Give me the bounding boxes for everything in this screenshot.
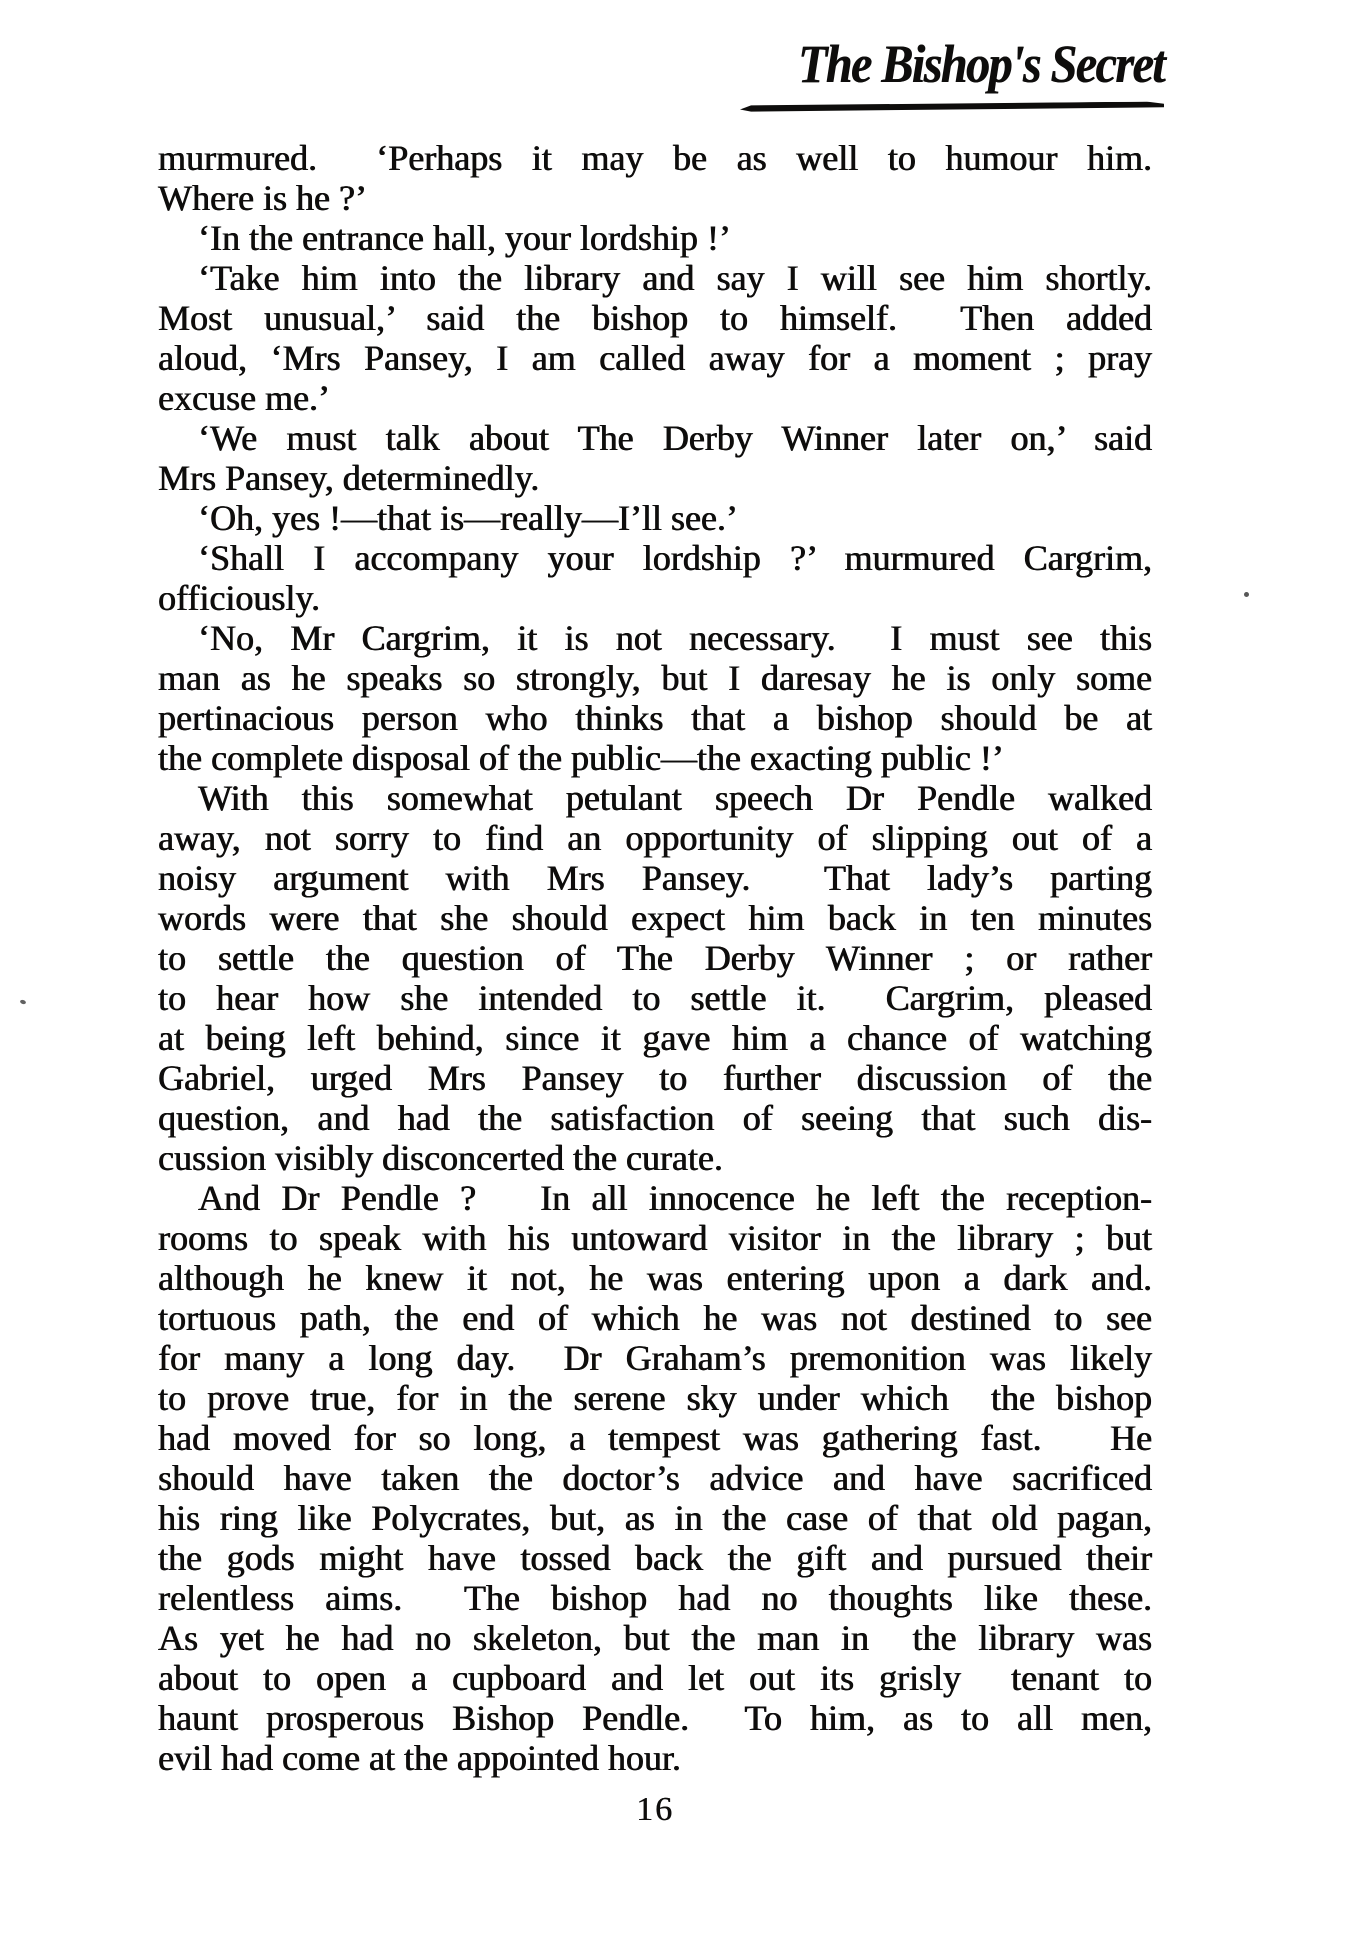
text-line: officiously.	[158, 578, 320, 618]
text-line: rooms to speak with his untoward visitor in the library ; but	[158, 1218, 1152, 1258]
text-line: although he knew it not, he was entering upon a dark and.	[158, 1258, 1152, 1298]
text-line: ‘No, Mr Cargrim, it is not necessary. I must see this	[198, 618, 1152, 658]
text-line: words were that she should expect him back in ten minutes	[158, 898, 1152, 938]
text-line: murmured. ‘Perhaps it may be as well to humour him.	[158, 138, 1152, 178]
text-line: to prove true, for in the serene sky under which the bishop	[158, 1378, 1152, 1418]
text-line: Where is he ?’	[158, 178, 367, 218]
header-rule	[740, 102, 1164, 113]
text-line: to hear how she intended to settle it. Cargrim, pleased	[158, 978, 1152, 1018]
text-line: And Dr Pendle ? In all innocence he left the reception-	[198, 1178, 1152, 1218]
text-line: away, not sorry to find an opportunity of slipping out of a	[158, 818, 1152, 858]
text-line: question, and had the satisfaction of seeing that such dis-	[158, 1098, 1152, 1138]
text-line: aloud, ‘Mrs Pansey, I am called away for a moment ; pray	[158, 338, 1152, 378]
text-line: ‘Shall I accompany your lordship ?’ murmured Cargrim,	[198, 538, 1152, 578]
text-line: cussion visibly disconcerted the curate.	[158, 1138, 723, 1178]
page-number: 16	[636, 1791, 674, 1828]
text-line: tortuous path, the end of which he was not destined to see	[158, 1298, 1152, 1338]
text-line: at being left behind, since it gave him a chance of watching	[158, 1018, 1152, 1058]
text-line: should have taken the doctor’s advice and have sacrificed	[158, 1458, 1152, 1498]
text-line: the complete disposal of the public—the exacting public !’	[158, 738, 1004, 778]
text-line: excuse me.’	[158, 378, 330, 418]
text-line: had moved for so long, a tempest was gathering fast. He	[158, 1418, 1152, 1458]
text-line: Gabriel, urged Mrs Pansey to further discussion of the	[158, 1058, 1152, 1098]
text-line: Most unusual,’ said the bishop to himself. Then added	[158, 298, 1152, 338]
page-body	[158, 138, 1152, 1778]
text-line: man as he speaks so strongly, but I daresay he is only some	[158, 658, 1152, 698]
text-line: evil had come at the appointed hour.	[158, 1738, 681, 1778]
text-line: relentless aims. The bishop had no thoughts like these.	[158, 1578, 1152, 1618]
text-line: With this somewhat petulant speech Dr Pendle walked	[198, 778, 1152, 818]
text-line: ‘Take him into the library and say I will see him shortly.	[198, 258, 1152, 298]
text-line: pertinacious person who thinks that a bishop should be at	[158, 698, 1152, 738]
ink-speck	[1244, 592, 1249, 597]
text-line: ‘We must talk about The Derby Winner later on,’ said	[198, 418, 1152, 458]
text-line: Mrs Pansey, determinedly.	[158, 458, 540, 498]
text-line: ‘Oh, yes !—that is—really—I’ll see.’	[198, 498, 738, 538]
text-line: his ring like Polycrates, but, as in the case of that old pagan,	[158, 1498, 1152, 1538]
text-line: about to open a cupboard and let out its grisly tenant to	[158, 1658, 1152, 1698]
ink-speck	[19, 999, 26, 1005]
text-line: ‘In the entrance hall, your lordship !’	[198, 218, 731, 258]
text-line: the gods might have tossed back the gift and pursued their	[158, 1538, 1152, 1578]
text-line: to settle the question of The Derby Winner ; or rather	[158, 938, 1152, 978]
text-line: haunt prosperous Bishop Pendle. To him, as to all men,	[158, 1698, 1152, 1738]
text-line: for many a long day. Dr Graham’s premonition was likely	[158, 1338, 1152, 1378]
text-line: noisy argument with Mrs Pansey. That lady’s parting	[158, 858, 1152, 898]
running-header-title: The Bishop's Secret	[797, 34, 1164, 95]
text-line: As yet he had no skeleton, but the man in the library was	[158, 1618, 1152, 1658]
